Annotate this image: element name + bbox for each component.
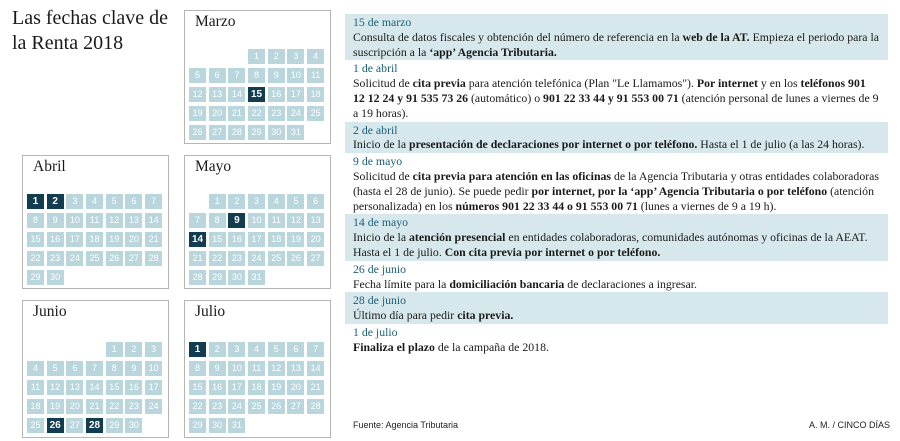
footer <box>353 420 890 430</box>
calendar-day: 21 <box>307 380 324 395</box>
calendar-day: 22 <box>106 399 123 414</box>
event-description: Solicitud de cita previa para atención en las oficinas de la Agencia Tributaria y otras entidades colaboradoras (hasta el 28 de junio). Se puede pedir por internet, por la ‘app’ Agencia Tributaria o por teléfono (atención personalizada) en los números 901 22 33 44 o 91 553 00 71 (lunes a viernes de 9 a 19 h). <box>353 168 879 213</box>
calendar-day-highlighted: 14 <box>189 232 206 247</box>
calendar-day: 3 <box>287 49 304 64</box>
calendar-day: 3 <box>145 342 162 357</box>
calendar-day: 14 <box>228 87 245 102</box>
calendar-day: 27 <box>66 418 83 433</box>
calendar-day: 18 <box>86 232 103 247</box>
calendar-day: 30 <box>125 418 142 433</box>
calendar-day: 2 <box>125 342 142 357</box>
calendar-day: 31 <box>287 125 304 140</box>
calendar-day: 20 <box>307 232 324 247</box>
calendar-day: 31 <box>228 418 245 433</box>
calendar-day-highlighted: 2 <box>47 194 64 209</box>
calendar-day: 8 <box>106 361 123 376</box>
calendar-day: 19 <box>189 106 206 121</box>
calendar-day: 18 <box>307 87 324 102</box>
calendar-june <box>22 300 169 438</box>
calendar-month-label: Junio <box>33 303 67 320</box>
event-description: Fecha límite para la domiciliación bancaria de declaraciones a ingresar. <box>353 276 697 291</box>
calendar-month-label: Abril <box>33 158 66 175</box>
event-item <box>345 153 888 214</box>
calendar-day: 1 <box>248 49 265 64</box>
calendar-day: 24 <box>66 251 83 266</box>
credit: A. M. / CINCO DÍAS <box>808 420 890 430</box>
calendar-day: 18 <box>248 380 265 395</box>
event-item <box>345 122 888 154</box>
event-date: 1 de julio <box>353 324 398 339</box>
event-date: 9 de mayo <box>353 154 403 169</box>
events-list <box>345 14 888 356</box>
calendar-day-highlighted: 9 <box>228 213 245 228</box>
calendar-day: 4 <box>307 49 324 64</box>
calendar-day: 27 <box>307 251 324 266</box>
calendar-day: 10 <box>66 213 83 228</box>
calendar-day: 23 <box>47 251 64 266</box>
calendar-day: 26 <box>268 399 285 414</box>
calendar-day: 25 <box>27 418 44 433</box>
calendar-grid <box>189 49 324 140</box>
calendar-day: 20 <box>209 106 226 121</box>
calendar-empty-cell <box>47 342 64 357</box>
calendar-day: 3 <box>228 342 245 357</box>
calendar-day: 25 <box>86 251 103 266</box>
calendar-grid <box>27 194 162 285</box>
calendar-day: 29 <box>248 125 265 140</box>
calendar-day: 23 <box>209 399 226 414</box>
calendar-day: 25 <box>307 106 324 121</box>
calendar-day: 30 <box>47 270 64 285</box>
calendar-day: 12 <box>268 361 285 376</box>
calendar-day: 11 <box>268 213 285 228</box>
calendar-day: 27 <box>209 125 226 140</box>
source-note: Fuente: Agencia Tributaria <box>353 420 459 430</box>
calendar-grid <box>189 342 324 433</box>
calendar-day: 24 <box>228 399 245 414</box>
calendar-empty-cell <box>189 194 206 209</box>
event-date: 2 de abril <box>353 122 398 137</box>
calendar-day: 12 <box>287 213 304 228</box>
calendar-empty-cell <box>66 342 83 357</box>
calendar-day: 13 <box>209 87 226 102</box>
calendar-day: 5 <box>287 194 304 209</box>
calendar-day: 26 <box>189 125 206 140</box>
calendar-day: 28 <box>228 125 245 140</box>
calendar-day: 6 <box>287 342 304 357</box>
calendar-day: 12 <box>47 380 64 395</box>
calendar-day: 15 <box>209 232 226 247</box>
calendar-day: 11 <box>27 380 44 395</box>
calendar-day: 16 <box>209 380 226 395</box>
calendar-day: 25 <box>248 399 265 414</box>
calendar-day: 24 <box>145 399 162 414</box>
calendar-day: 3 <box>248 194 265 209</box>
calendar-day-highlighted: 28 <box>86 418 103 433</box>
calendar-day: 25 <box>268 251 285 266</box>
calendar-day: 2 <box>228 194 245 209</box>
calendar-day: 16 <box>125 380 142 395</box>
calendar-day: 18 <box>27 399 44 414</box>
calendar-day: 13 <box>125 213 142 228</box>
calendar-day-highlighted: 15 <box>248 87 265 102</box>
calendar-day: 15 <box>189 380 206 395</box>
calendar-day: 13 <box>287 361 304 376</box>
calendar-day: 6 <box>66 361 83 376</box>
calendar-day: 14 <box>86 380 103 395</box>
calendar-day: 16 <box>268 87 285 102</box>
calendar-day: 10 <box>248 213 265 228</box>
calendar-day: 17 <box>248 232 265 247</box>
calendar-day: 7 <box>189 213 206 228</box>
calendar-day: 18 <box>268 232 285 247</box>
event-date: 26 de junio <box>353 261 407 276</box>
calendar-day: 22 <box>209 251 226 266</box>
calendar-day: 19 <box>106 232 123 247</box>
calendar-may <box>184 155 331 289</box>
calendar-day: 28 <box>189 270 206 285</box>
calendar-grid <box>27 342 162 433</box>
calendar-day: 6 <box>209 68 226 83</box>
calendar-day: 21 <box>145 232 162 247</box>
calendar-day: 13 <box>307 213 324 228</box>
calendar-day: 2 <box>209 342 226 357</box>
calendar-day: 19 <box>287 232 304 247</box>
event-date: 28 de junio <box>353 293 407 308</box>
calendar-day: 9 <box>125 361 142 376</box>
calendar-day: 29 <box>27 270 44 285</box>
calendar-day: 26 <box>287 251 304 266</box>
calendar-day: 8 <box>189 361 206 376</box>
calendar-day: 17 <box>287 87 304 102</box>
calendar-day: 16 <box>47 232 64 247</box>
calendar-day: 23 <box>228 251 245 266</box>
calendar-day: 27 <box>287 399 304 414</box>
event-item <box>345 214 888 260</box>
calendar-month-label: Julio <box>195 303 226 320</box>
calendar-day: 10 <box>287 68 304 83</box>
calendar-day: 17 <box>145 380 162 395</box>
calendar-day: 14 <box>307 361 324 376</box>
calendar-day: 30 <box>228 270 245 285</box>
calendar-day: 9 <box>47 213 64 228</box>
calendar-day: 27 <box>125 251 142 266</box>
calendar-day: 23 <box>125 399 142 414</box>
calendar-day: 28 <box>145 251 162 266</box>
calendar-day: 20 <box>287 380 304 395</box>
calendar-day: 8 <box>209 213 226 228</box>
calendar-day: 7 <box>145 194 162 209</box>
calendar-day: 4 <box>27 361 44 376</box>
calendar-day: 8 <box>248 68 265 83</box>
calendar-day: 30 <box>268 125 285 140</box>
calendar-day: 24 <box>248 251 265 266</box>
calendar-day: 31 <box>248 270 265 285</box>
calendar-day: 10 <box>145 361 162 376</box>
calendar-day: 3 <box>66 194 83 209</box>
calendar-day: 29 <box>209 270 226 285</box>
event-description: Solicitud de cita previa para atención telefónica (Plan "Le Llamamos"). Por internet y en los teléfonos 901 12 12 24 y 91 535 73 26 (automático) o 901 22 33 44 y 91 553 00 71 (atención personal de lunes a viernes de 9 a 19 horas). <box>353 76 879 120</box>
calendar-day: 9 <box>209 361 226 376</box>
calendar-empty-cell <box>209 49 226 64</box>
calendar-day: 7 <box>307 342 324 357</box>
calendar-day: 12 <box>106 213 123 228</box>
event-description: Inicio de la atención presencial en entidades colaboradoras, comunidades autónomas y oficinas de la AEAT. Hasta el 1 de julio. Con cita previa por internet o por teléfono. <box>353 230 868 259</box>
event-item <box>345 292 888 324</box>
calendar-day-highlighted: 26 <box>47 418 64 433</box>
calendar-day: 12 <box>189 87 206 102</box>
calendar-july <box>184 300 331 438</box>
event-item <box>345 14 888 60</box>
calendar-day-highlighted: 1 <box>189 342 206 357</box>
event-item <box>345 261 888 293</box>
calendar-day: 21 <box>189 251 206 266</box>
calendar-day: 2 <box>268 49 285 64</box>
calendar-empty-cell <box>189 49 206 64</box>
calendar-day: 4 <box>248 342 265 357</box>
calendar-day: 15 <box>106 380 123 395</box>
event-description: Consulta de datos fiscales y obtención del número de referencia en la web de la AT. Empieza el periodo para la suscripción a la ‘app’ Agencia Tributaria. <box>353 29 879 59</box>
calendar-day: 19 <box>47 399 64 414</box>
calendar-day: 5 <box>47 361 64 376</box>
calendar-day: 1 <box>209 194 226 209</box>
event-item <box>345 324 888 356</box>
calendar-day: 23 <box>268 106 285 121</box>
calendar-day: 20 <box>66 399 83 414</box>
calendar-day: 7 <box>86 361 103 376</box>
calendar-day: 19 <box>268 380 285 395</box>
calendar-day: 6 <box>307 194 324 209</box>
page-title: Las fechas clave de la Renta 2018 <box>12 7 169 54</box>
event-date: 1 de abril <box>353 61 398 76</box>
calendar-day: 5 <box>268 342 285 357</box>
calendar-day: 26 <box>106 251 123 266</box>
calendar-day: 29 <box>189 418 206 433</box>
calendar-day: 11 <box>86 213 103 228</box>
calendar-day: 22 <box>248 106 265 121</box>
calendar-day: 4 <box>268 194 285 209</box>
calendar-empty-cell <box>86 342 103 357</box>
calendar-month-label: Mayo <box>195 158 232 175</box>
calendar-day: 1 <box>106 342 123 357</box>
calendar-day: 28 <box>307 399 324 414</box>
calendar-day: 16 <box>228 232 245 247</box>
calendar-day: 20 <box>125 232 142 247</box>
calendar-day: 14 <box>145 213 162 228</box>
event-item <box>345 60 888 121</box>
calendar-day: 17 <box>228 380 245 395</box>
event-description: Inicio de la presentación de declaraciones por internet o por teléfono. Hasta el 1 de julio (a las 24 horas). <box>353 137 865 152</box>
calendar-day: 24 <box>287 106 304 121</box>
calendar-day: 7 <box>228 68 245 83</box>
event-date: 15 de marzo <box>353 15 412 29</box>
event-description: Último día para pedir cita previa. <box>353 308 514 323</box>
calendar-grid <box>189 194 324 285</box>
calendar-empty-cell <box>27 342 44 357</box>
calendar-day: 15 <box>27 232 44 247</box>
calendar-day: 17 <box>66 232 83 247</box>
event-date: 14 de mayo <box>353 215 409 230</box>
calendar-empty-cell <box>228 49 245 64</box>
calendar-day: 21 <box>228 106 245 121</box>
calendar-day: 30 <box>209 418 226 433</box>
event-description: Finaliza el plazo de la campaña de 2018. <box>353 339 549 354</box>
calendar-month-label: Marzo <box>195 13 236 30</box>
calendar-day: 22 <box>27 251 44 266</box>
calendar-day-highlighted: 1 <box>27 194 44 209</box>
calendar-day: 29 <box>106 418 123 433</box>
calendar-april <box>22 155 169 289</box>
calendar-day: 5 <box>189 68 206 83</box>
calendar-day: 5 <box>106 194 123 209</box>
calendar-day: 11 <box>307 68 324 83</box>
calendar-day: 6 <box>125 194 142 209</box>
calendar-day: 4 <box>86 194 103 209</box>
calendar-day: 10 <box>228 361 245 376</box>
calendar-day: 22 <box>189 399 206 414</box>
calendar-march <box>184 10 331 144</box>
calendar-day: 13 <box>66 380 83 395</box>
calendar-day: 11 <box>248 361 265 376</box>
calendar-day: 21 <box>86 399 103 414</box>
calendar-day: 9 <box>268 68 285 83</box>
calendar-day: 8 <box>27 213 44 228</box>
